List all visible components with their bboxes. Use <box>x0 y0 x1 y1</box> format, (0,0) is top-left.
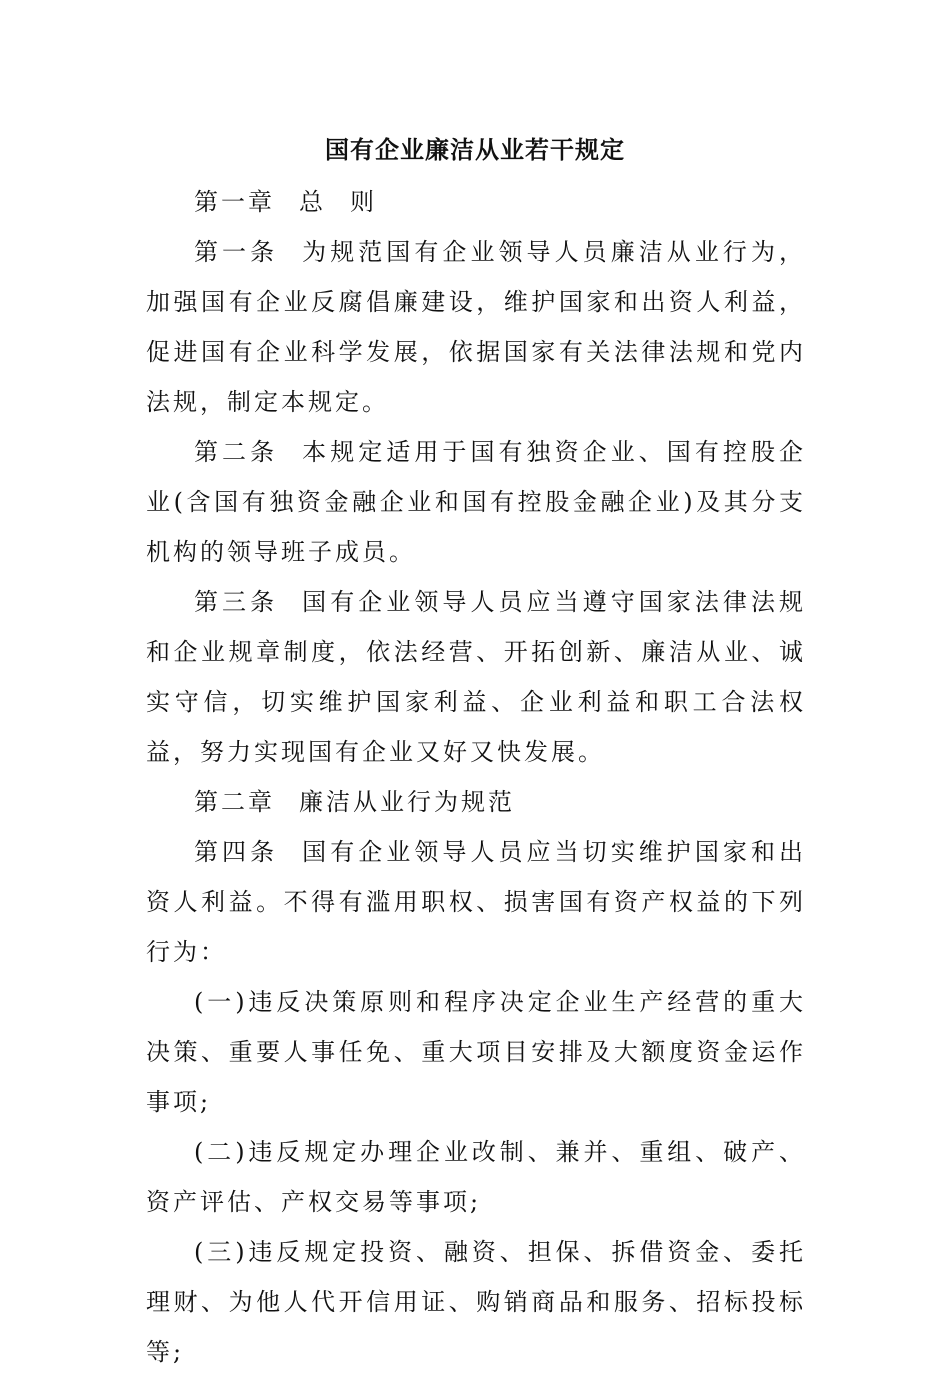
article-4-label: 第四条 <box>194 838 279 866</box>
article-1 <box>146 227 806 427</box>
chapter-1-heading <box>146 177 806 227</box>
article-2-label: 第二条 <box>194 438 279 466</box>
document-title: 国有企业廉洁从业若干规定 <box>325 136 625 164</box>
article-4-text: 国有企业领导人员应当切实维护国家和出资人利益。不得有滥用职权、损害国有资产权益的下列行为： <box>146 838 807 966</box>
article-2 <box>146 427 806 577</box>
article-2-text: 本规定适用于国有独资企业、国有控股企业(含国有独资金融企业和国有控股金融企业)及其分支机构的领导班子成员。 <box>146 438 807 566</box>
list-item: (三)违反规定投资、融资、担保、拆借资金、委托理财、为他人代开信用证、购销商品和服务、招标投标等; <box>146 1238 806 1366</box>
document-body <box>146 177 806 1377</box>
list-item: (二)违反规定办理企业改制、兼并、重组、破产、资产评估、产权交易等事项; <box>146 1138 806 1216</box>
article-1-text: 为规范国有企业领导人员廉洁从业行为，加强国有企业反腐倡廉建设，维护国家和出资人利益，促进国有企业科学发展，依据国家有关法律法规和党内法规，制定本规定。 <box>146 238 807 416</box>
article-4 <box>146 827 806 977</box>
article-3 <box>146 577 806 777</box>
article-3-label: 第三条 <box>194 588 279 616</box>
chapter-1-title-a: 总 <box>299 188 326 216</box>
chapter-2-title: 廉洁从业行为规范 <box>299 788 515 816</box>
article-1-label: 第一条 <box>194 238 279 266</box>
chapter-2-heading <box>146 777 806 827</box>
list-item: (一)违反决策原则和程序决定企业生产经营的重大决策、重要人事任免、重大项目安排及大额度资金运作事项; <box>146 988 806 1116</box>
chapter-2-label: 第二章 <box>194 788 275 816</box>
chapter-1-label: 第一章 <box>194 188 275 216</box>
article-3-text: 国有企业领导人员应当遵守国家法律法规和企业规章制度，依法经营、开拓创新、廉洁从业、诚实守信，切实维护国家利益、企业利益和职工合法权益，努力实现国有企业又好又快发展。 <box>146 588 807 766</box>
chapter-1-title-b: 则 <box>350 188 377 216</box>
